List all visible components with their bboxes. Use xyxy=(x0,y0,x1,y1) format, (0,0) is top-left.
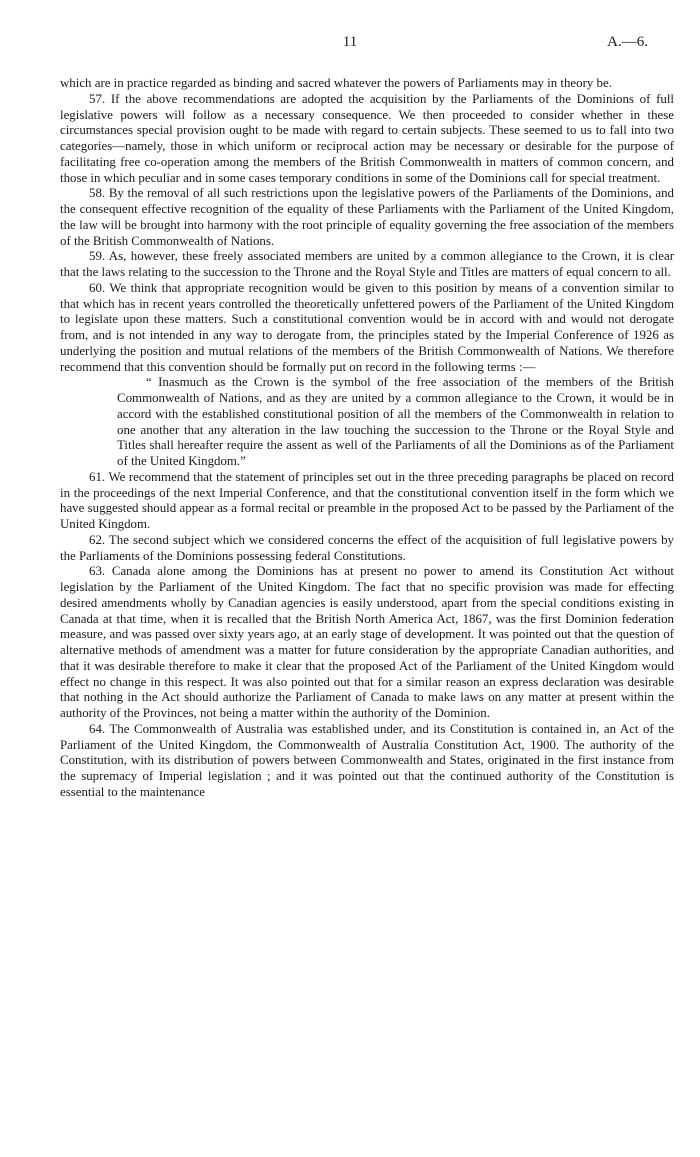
page-header xyxy=(0,34,700,56)
document-reference: A.—6. xyxy=(607,34,648,50)
paragraph-64: 64. The Commonwealth of Australia was established under, and its Constitution is contained in, an Act of the Parliament of the United Kingdom, the Commonwealth of Australia Constitution Act, 1900. The authority of the Constitution, with its distribution of powers between Commonwealth and States, originated in the first instance from the supremacy of Imperial legislation ; and it was pointed out that the continued authority of the Constitution is essential to the maintenance xyxy=(60,721,674,799)
body-text xyxy=(60,76,674,801)
paragraph-61: 61. We recommend that the statement of principles set out in the three preceding paragraphs be placed on record in the proceedings of the next Imperial Conference, and that the constitutional convention itself in the form which we have suggested should appear as a formal recital or preamble in the proposed Act to be passed by the Parliament of the United Kingdom. xyxy=(60,469,674,531)
paragraph-57: 57. If the above recommendations are adopted the acquisition by the Parliaments of the Dominions of full legislative powers will follow as a necessary consequence. We then proceeded to consider whether in these circumstances special provision ought to be made with regard to certain subjects. These seemed to us to fall into two categories—namely, those in which uniform or reciprocal action may be necessary or desirable for the purpose of facilitating free co-operation among the members of the British Commonwealth in matters of common concern, and those in which peculiar and in some cases temporary conditions in some of the Dominions call for special treatment. xyxy=(60,91,674,185)
convention-quote: “ Inasmuch as the Crown is the symbol of the free association of the members of the British Commonwealth of Nations, and as they are united by a common allegiance to the Crown, it would be in accord with the established constitutional position of all the members of the Commonwealth in relation to one another that any alteration in the law touching the succession to the Throne or the Royal Style and Titles shall hereafter require the assent as well of the Parliaments of all the Dominions as of the Parliament of the United Kingdom.” xyxy=(117,375,674,468)
paragraph-59: 59. As, however, these freely associated members are united by a common allegiance to the Crown, it is clear that the laws relating to the succession to the Throne and the Royal Style and Titles are matters of equal concern to all. xyxy=(60,249,674,279)
paragraph-62: 62. The second subject which we considered concerns the effect of the acquisition of full legislative powers by the Parliaments of the Dominions possessing federal Constitutions. xyxy=(60,532,674,563)
paragraph-60: 60. We think that appropriate recognition would be given to this position by means of a convention similar to that which has in recent years controlled the theoretically unfettered powers of the Parliament of the United Kingdom to legislate upon these matters. Such a constitutional convention would be in accord with and would not derogate from, and is not intended in any way to derogate from, the principles stated by the Imperial Conference of 1926 as underlying the position and mutual relations of the members of the British Commonwealth of Nations. We therefore recommend that this convention should be formally put on record in the following terms :— xyxy=(60,280,674,374)
paragraph-63: 63. Canada alone among the Dominions has at present no power to amend its Constitution Act without legislation by the Parliament of the United Kingdom. The fact that no specific provision was made for effecting desired amendments wholly by Canadian agencies is easily understood, apart from the special conditions existing in Canada at that time, when it is recalled that the British North America Act, 1867, was the first Dominion federation measure, and was passed over sixty years ago, at an early stage of development. It was pointed out that the question of alternative methods of amendment was a matter for future consideration by the appropriate Canadian authorities, and that it was desirable therefore to make it clear that the proposed Act of the Parliament of the United Kingdom would effect no change in this respect. It was also pointed out that for a similar reason an express declaration was desirable that nothing in the Act should authorize the Parliament of Canada to make laws on any matter at present within the authority of the Provinces, not being a matter within the authority of the Dominion. xyxy=(60,564,674,720)
paragraph-58: 58. By the removal of all such restrictions upon the legislative powers of the Parliaments of the Dominions, and the consequent effective recognition of the equality of these Parliaments with the Parliament of the United Kingdom, the law will be brought into harmony with the root principle of equality governing the free association of the members of the British Commonwealth of Nations. xyxy=(60,186,674,248)
continued-paragraph: which are in practice regarded as binding and sacred whatever the powers of Parliaments may in theory be. xyxy=(60,76,612,90)
page-number: 11 xyxy=(342,34,358,50)
